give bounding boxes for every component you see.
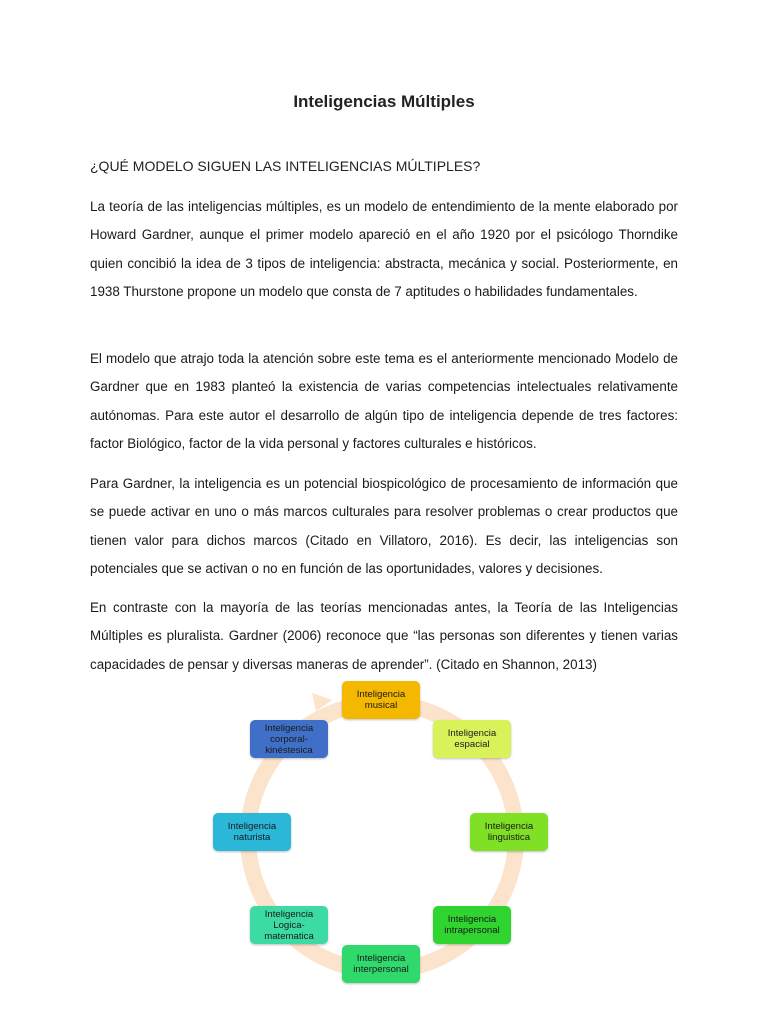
node-musical-label: Inteligencia musical — [356, 689, 406, 711]
paragraph-1: La teoría de las inteligencias múltiples, es un modelo de entendimiento de la mente elaborado por Howard Gardner, aunque el primer modelo apareció en el año 1920 por el psicólogo Thorndike quien concibió la idea de 3 tipos de inteligencia: abstracta, mecánica y social. Posteriormente, en 1938 Thurstone propone un modelo que consta de 7 aptitudes o habilidades fundamentales. — [90, 199, 678, 300]
node-logica-matematica — [250, 906, 328, 944]
node-interpersonal-label: Inteligencia interpersonal — [353, 953, 409, 975]
node-corporal-kinestesica-label: Inteligencia corporal- kinéstesica — [264, 722, 314, 756]
node-logica-matematica-label: Inteligencia Logica- matematica — [264, 908, 314, 942]
node-musical — [342, 681, 420, 719]
node-naturista-label: Inteligencia naturista — [227, 821, 277, 843]
paragraph-4: En contraste con la mayoría de las teorías mencionadas antes, la Teoría de las Inteligencias Múltiples es pluralista. Gardner (2006) reconoce que “las personas son diferentes y tienen varias capacidades de pensar y diversas maneras de aprender”. (Citado en Shannon, 2013) — [90, 600, 678, 672]
node-espacial-label: Inteligencia espacial — [447, 728, 497, 750]
node-naturista — [213, 813, 291, 851]
cycle-arrowhead — [312, 693, 332, 711]
node-linguistica — [470, 813, 548, 851]
node-interpersonal — [342, 945, 420, 983]
document-title: Inteligencias Múltiples — [293, 92, 475, 111]
node-linguistica-label: Inteligencia linguistica — [484, 821, 534, 843]
node-corporal-kinestesica — [250, 720, 328, 758]
paragraph-3: Para Gardner, la inteligencia es un potencial biospicológico de procesamiento de información que se puede activar en uno o más marcos culturales para resolver problemas o crear productos que tienen valor para dichos marcos (Citado en Villatoro, 2016). Es decir, las inteligencias son potenciales que se activan o no en función de las oportunidades, valores y decisiones. — [90, 476, 678, 577]
section-heading: ¿QUÉ MODELO SIGUEN LAS INTELIGENCIAS MÚLTIPLES? — [90, 158, 481, 174]
node-intrapersonal — [433, 906, 511, 944]
paragraph-2: El modelo que atrajo toda la atención sobre este tema es el anteriormente mencionado Modelo de Gardner que en 1983 planteó la existencia de varias competencias intelectuales relativamente autónomas. Para este autor el desarrollo de algún tipo de inteligencia depende de tres factores: factor Biológico, factor de la vida personal y factores culturales e históricos. — [90, 351, 678, 452]
node-espacial — [433, 720, 511, 758]
node-intrapersonal-label: Inteligencia intrapersonal — [444, 914, 500, 936]
